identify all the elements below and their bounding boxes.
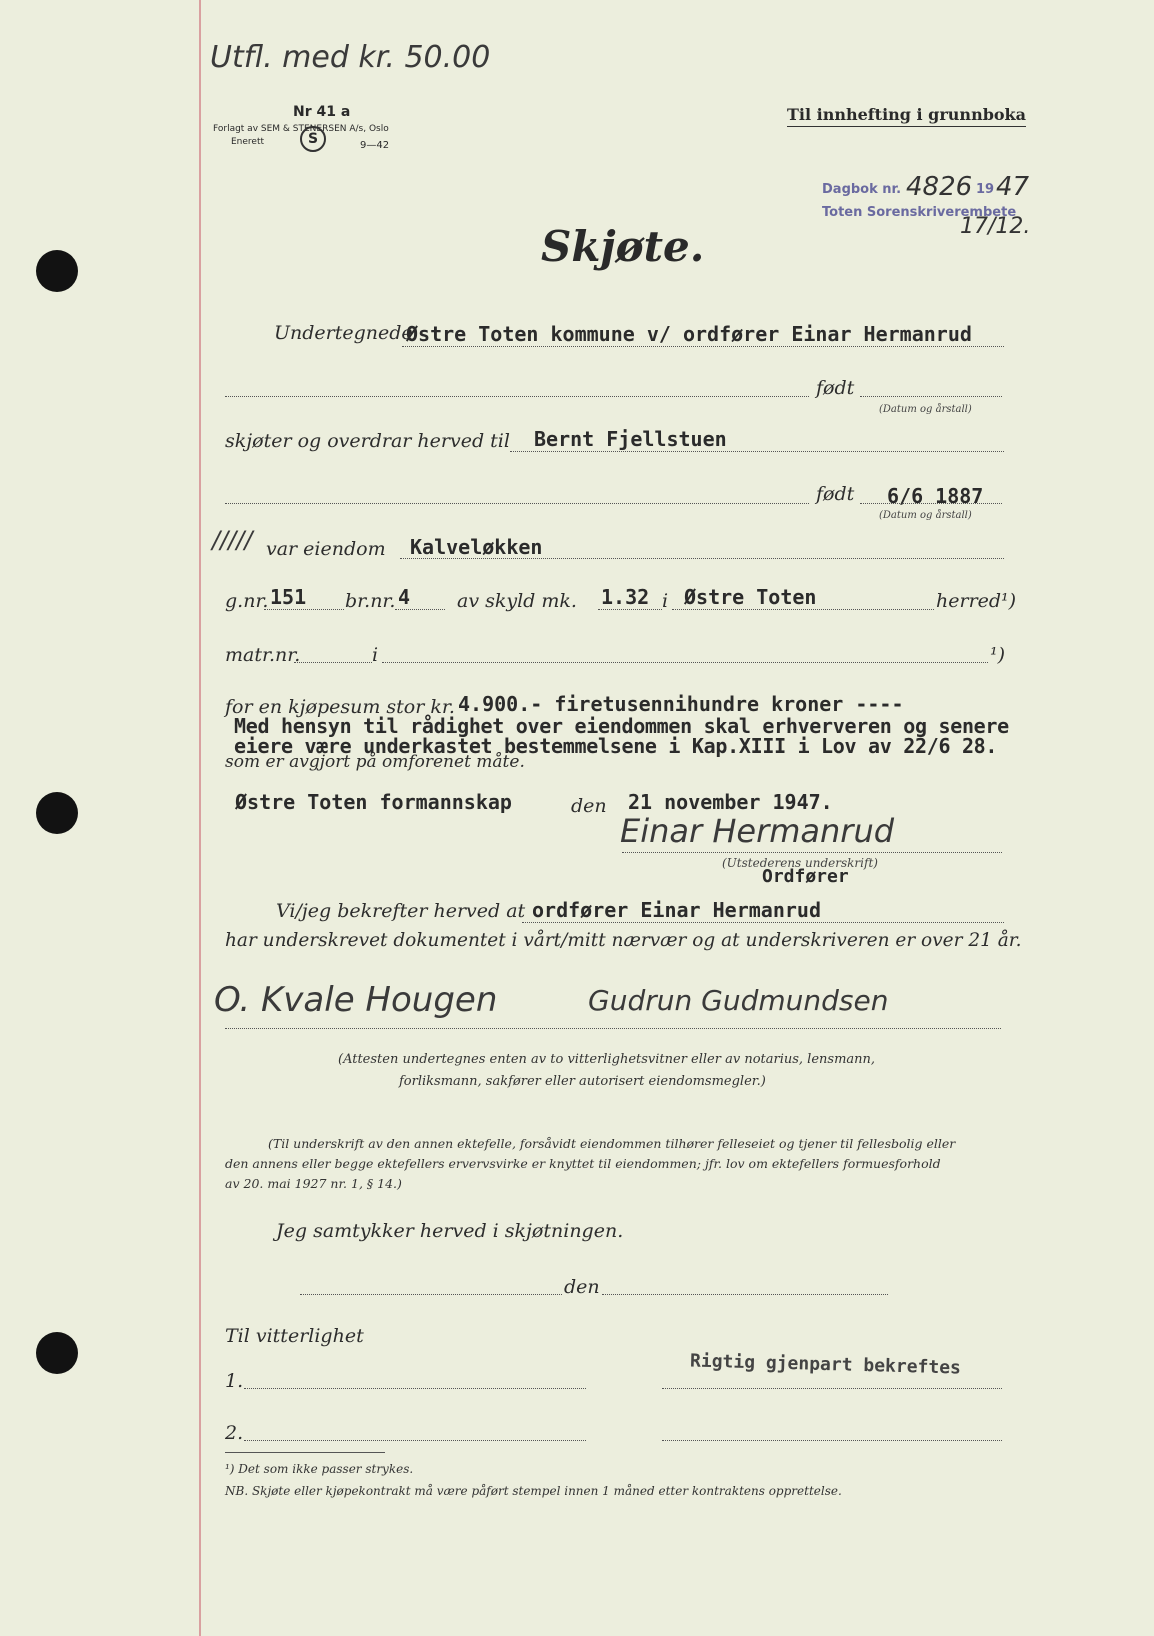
matr-i: i <box>372 644 379 666</box>
samtykke-place-line <box>300 1294 562 1295</box>
gnr-value: 151 <box>270 585 307 609</box>
seller-birth-line <box>225 396 809 397</box>
utsteder-label: (Utstederens underskrift) <box>722 856 878 870</box>
punch-hole <box>36 792 78 834</box>
vitterlighet-label: Til vitterlighet <box>225 1325 364 1347</box>
gjenpart-stamp: Rigtig gjenpart bekreftes <box>689 1350 962 1379</box>
struck-prefix: ///// <box>212 526 253 554</box>
attest-note-1: (Attesten undertegnes enten av to vitterlighetsvitner eller av notarius, lensmann, <box>338 1052 876 1067</box>
vi-line <box>522 922 1004 923</box>
buyer-fodt-label: født <box>816 483 855 505</box>
witness-2-signature: Gudrun Gudmundsen <box>588 984 889 1017</box>
vi-value: ordfører Einar Hermanrud <box>532 898 821 922</box>
footnote-nb: NB. Skjøte eller kjøpekontrakt må være påført stempel innen 1 måned etter kontraktens opprettelse. <box>225 1484 842 1498</box>
publisher-enerett: Enerett <box>231 137 265 147</box>
kjopesum-value: 4.900.- firetusennihundre kroner ---- <box>458 692 904 716</box>
samtykke-den: den <box>564 1276 600 1298</box>
clause-line-1: Med hensyn til rådighet over eiendommen skal erhververen og senere <box>234 714 1009 738</box>
punch-hole <box>36 1332 78 1374</box>
place-value: Østre Toten formannskap <box>235 790 512 814</box>
ordforer-title: Ordfører <box>762 866 849 887</box>
matr-line <box>294 662 372 663</box>
seller-fodt-label: født <box>816 377 855 399</box>
stamp-date: 17/12. <box>960 214 1031 239</box>
fee-handwriting: Utfl. med kr. 50.00 <box>210 40 491 75</box>
buyer-born-value: 6/6 1887 <box>887 484 984 508</box>
kjopesum-label: for en kjøpesum stor kr. <box>225 696 455 718</box>
underskrevet-text: har underskrevet dokumentet i vårt/mitt nærvær og at underskriveren er over 21 år. <box>225 930 1022 951</box>
witness-1-right-line <box>662 1388 1002 1389</box>
den-label: den <box>571 795 607 817</box>
vi-label: Vi/jeg bekrefter herved at <box>276 900 526 922</box>
form-number: Nr 41 a <box>293 104 351 120</box>
publisher-code: 9—42 <box>360 140 390 151</box>
witness-number-1: 1. <box>225 1370 244 1392</box>
undertegnede-label: Undertegnede <box>274 322 413 344</box>
witness-1-line <box>244 1388 586 1389</box>
binding-note: Til innhefting i grunnboka <box>787 105 1026 127</box>
buyer-line <box>510 451 1004 452</box>
eiendom-label: var eiendom <box>266 538 386 560</box>
clause-line-2: eiere være underkastet bestemmelsene i Kap.XIII i Lov av 22/6 28. <box>234 734 998 758</box>
skyld-label: av skyld mk. <box>457 590 577 612</box>
document-title: Skjøte. <box>541 222 705 271</box>
brnr-label: br.nr. <box>345 590 396 612</box>
margin-rule <box>199 0 201 1636</box>
publisher-line: Forlagt av SEM & STENERSEN A/s, Oslo <box>213 124 389 134</box>
buyer-value: Bernt Fjellstuen <box>534 427 727 451</box>
punch-hole <box>36 250 78 292</box>
stamp-office: Toten Sorenskriverembete <box>822 205 1017 220</box>
stamp-year-prefix: 19 <box>976 182 995 197</box>
seller-datum-hint: (Datum og årstall) <box>879 404 972 415</box>
matr-label: matr.nr. <box>225 644 301 666</box>
buyer-extra-line <box>225 503 809 504</box>
witness-2-right-line <box>662 1440 1002 1441</box>
skyld-line <box>598 609 662 610</box>
footnote-rule <box>225 1452 385 1453</box>
footnote-1: ¹) Det som ikke passer strykes. <box>225 1462 414 1476</box>
witness-1-signature: O. Kvale Hougen <box>214 980 498 1020</box>
stamp-year-suffix: 47 <box>996 172 1030 202</box>
spouse-note-2: den annens eller begge ektefellers ervervsvirke er knyttet til eiendommen; jfr. lov om ektefellers formuesforhold <box>225 1156 941 1171</box>
seller-born-line <box>860 396 1002 397</box>
attest-note-2: forliksmann, sakfører eller autorisert eiendomsmegler.) <box>399 1074 766 1089</box>
witness-2-line <box>244 1440 586 1441</box>
stamp-dagbok-label: Dagbok nr. <box>822 182 902 197</box>
spouse-note-3: av 20. mai 1927 nr. 1, § 14.) <box>225 1176 402 1191</box>
gnr-label: g.nr. <box>225 590 269 612</box>
herred-line <box>672 609 934 610</box>
brnr-value: 4 <box>398 585 411 609</box>
stamp-dagbok-number: 4826 <box>906 172 973 202</box>
undertegnede-value: Østre Toten kommune v/ ordfører Einar Hermanrud <box>406 322 972 346</box>
skjoter-label: skjøter og overdrar herved til <box>225 430 510 452</box>
witness-number-2: 2. <box>225 1422 244 1444</box>
avgjort-text: som er avgjort på omforenet måte. <box>225 752 525 772</box>
samtykke-text: Jeg samtykker herved i skjøtningen. <box>276 1220 624 1242</box>
herred-label: herred¹) <box>936 590 1017 612</box>
matr-herred-line <box>382 662 988 663</box>
publisher-logo: S <box>300 126 326 152</box>
undertegnede-line <box>402 346 1004 347</box>
issuer-signature: Einar Hermanrud <box>620 812 895 850</box>
skyld-value: 1.32 <box>601 585 650 609</box>
i-label: i <box>662 590 669 612</box>
witness-line <box>225 1028 1001 1029</box>
samtykke-date-line <box>602 1294 888 1295</box>
gnr-line <box>264 609 344 610</box>
matr-footnote: ¹) <box>990 644 1006 666</box>
eiendom-value: Kalveløkken <box>410 535 543 559</box>
buyer-datum-hint: (Datum og årstall) <box>879 510 972 521</box>
brnr-line <box>395 609 445 610</box>
date-value: 21 november 1947. <box>628 790 833 814</box>
signature-line <box>622 852 1002 853</box>
herred-value: Østre Toten <box>684 585 817 609</box>
spouse-note-1: (Til underskrift av den annen ektefelle, forsåvidt eiendommen tilhører felleseiet og tjener til fellesbolig eller <box>268 1136 956 1151</box>
